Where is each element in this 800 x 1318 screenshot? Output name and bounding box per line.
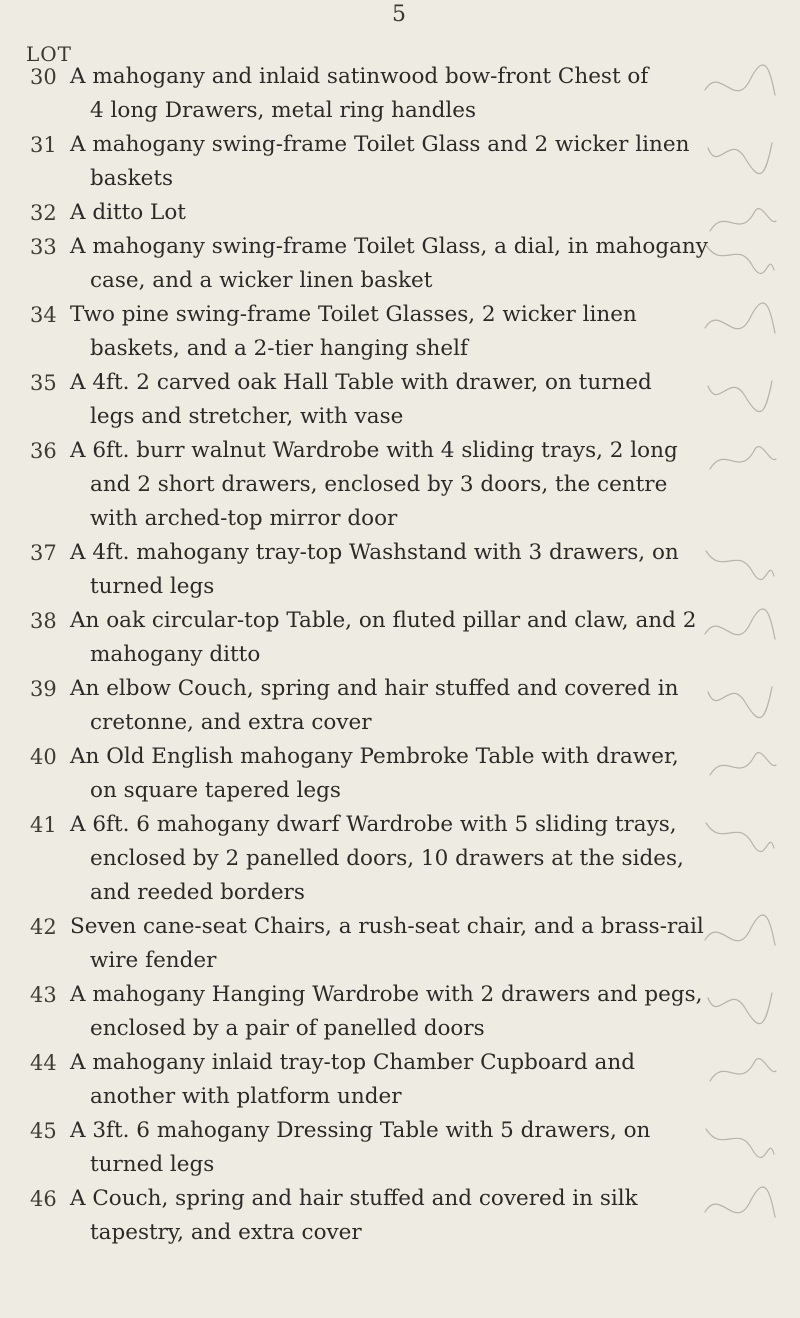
lot-description-line: A 6ft. burr walnut Wardrobe with 4 sliding trays, 2 long	[70, 438, 678, 463]
lot-description-line: An Old English mahogany Pembroke Table with drawer,	[70, 744, 679, 769]
lot-number: 31	[30, 133, 57, 157]
lot-entry	[0, 230, 800, 298]
lot-entry	[0, 910, 800, 978]
lot-description-line: Two pine swing-frame Toilet Glasses, 2 wicker linen	[70, 302, 637, 327]
lot-description	[70, 366, 700, 434]
lot-description-line: A mahogany and inlaid satinwood bow-front Chest of	[70, 64, 649, 89]
lot-description	[70, 978, 703, 1046]
lot-entry	[0, 60, 800, 128]
lot-description-line: A 6ft. 6 mahogany dwarf Wardrobe with 5 sliding trays,	[70, 812, 677, 837]
lot-description	[70, 536, 700, 604]
pencil-annotation-icon	[700, 60, 780, 120]
lot-description-line: on square tapered legs	[90, 778, 341, 803]
lot-description	[70, 128, 700, 196]
lot-number: 35	[30, 371, 57, 395]
lot-description-line: A mahogany swing-frame Toilet Glass, a dial, in mahogany	[70, 234, 708, 259]
pencil-annotation-icon	[700, 366, 780, 426]
lot-number: 45	[30, 1119, 57, 1143]
lot-description	[70, 808, 700, 910]
lot-description-line: cretonne, and extra cover	[90, 710, 372, 735]
lot-description-line: 4 long Drawers, metal ring handles	[90, 98, 477, 123]
pencil-annotation-icon	[700, 978, 780, 1038]
lot-description	[70, 672, 700, 740]
lot-description	[70, 298, 700, 366]
lot-description-line: wire fender	[90, 948, 217, 973]
lot-entry	[0, 128, 800, 196]
lot-description-line: enclosed by 2 panelled doors, 10 drawers at the sides,	[90, 846, 684, 871]
pencil-annotation-icon	[700, 604, 780, 664]
lot-entry	[0, 196, 800, 230]
lot-description-line: An elbow Couch, spring and hair stuffed and covered in	[70, 676, 679, 701]
lot-description	[70, 740, 700, 808]
lot-description	[70, 230, 708, 298]
lot-number: 36	[30, 439, 57, 463]
lot-description-line: An oak circular-top Table, on fluted pillar and claw, and 2	[70, 608, 697, 633]
lot-description-line: turned legs	[90, 1152, 215, 1177]
lot-description-line: A ditto Lot	[70, 200, 186, 225]
lot-description-line: legs and stretcher, with vase	[90, 404, 404, 429]
lot-description	[70, 604, 700, 672]
lot-column-heading: LOT	[26, 42, 73, 66]
lot-description-line: enclosed by a pair of panelled doors	[90, 1016, 485, 1041]
lot-description-line: with arched-top mirror door	[90, 506, 398, 531]
lot-number: 33	[30, 235, 57, 259]
lot-list	[0, 60, 800, 1250]
lot-entry	[0, 604, 800, 672]
lot-entry	[0, 366, 800, 434]
lot-entry	[0, 1114, 800, 1182]
pencil-annotation-icon	[700, 128, 780, 188]
pencil-annotation-icon	[700, 808, 780, 868]
lot-description	[70, 434, 700, 536]
lot-description-line: case, and a wicker linen basket	[90, 268, 433, 293]
pencil-annotation-icon	[700, 1182, 780, 1242]
lot-number: 30	[30, 65, 57, 89]
lot-description-line: and reeded borders	[90, 880, 305, 905]
pencil-annotation-icon	[700, 740, 780, 800]
lot-number: 44	[30, 1051, 57, 1075]
lot-description-line: A mahogany inlaid tray-top Chamber Cupboard and	[70, 1050, 635, 1075]
lot-number: 37	[30, 541, 57, 565]
lot-description	[70, 1114, 700, 1182]
lot-number: 46	[30, 1187, 57, 1211]
lot-description-line: turned legs	[90, 574, 215, 599]
lot-entry	[0, 740, 800, 808]
lot-description-line: A mahogany Hanging Wardrobe with 2 drawers and pegs,	[70, 982, 703, 1007]
lot-description	[70, 60, 700, 128]
lot-description-line: tapestry, and extra cover	[90, 1220, 362, 1245]
pencil-annotation-icon	[700, 672, 780, 732]
pencil-annotation-icon	[700, 536, 780, 596]
lot-entry	[0, 1046, 800, 1114]
lot-description-line: A 3ft. 6 mahogany Dressing Table with 5 drawers, on	[70, 1118, 651, 1143]
lot-description-line: A mahogany swing-frame Toilet Glass and 2 wicker linen	[70, 132, 690, 157]
lot-description-line: baskets	[90, 166, 174, 191]
lot-number: 41	[30, 813, 57, 837]
lot-entry	[0, 672, 800, 740]
lot-description-line: A 4ft. 2 carved oak Hall Table with drawer, on turned	[70, 370, 652, 395]
pencil-annotation-icon	[700, 298, 780, 358]
lot-number: 43	[30, 983, 57, 1007]
lot-entry	[0, 1182, 800, 1250]
lot-number: 40	[30, 745, 57, 769]
lot-description-line: and 2 short drawers, enclosed by 3 doors, the centre	[90, 472, 668, 497]
lot-entry	[0, 536, 800, 604]
lot-entry	[0, 978, 800, 1046]
pencil-annotation-icon	[700, 1046, 780, 1106]
lot-number: 34	[30, 303, 57, 327]
lot-description-line: A 4ft. mahogany tray-top Washstand with 3 drawers, on	[70, 540, 679, 565]
lot-number: 38	[30, 609, 57, 633]
lot-entry	[0, 434, 800, 536]
lot-number: 42	[30, 915, 57, 939]
lot-entry	[0, 298, 800, 366]
lot-description	[70, 1182, 700, 1250]
lot-description-line: baskets, and a 2-tier hanging shelf	[90, 336, 468, 361]
lot-description-line: mahogany ditto	[90, 642, 261, 667]
pencil-annotation-icon	[700, 230, 780, 290]
lot-description	[70, 196, 700, 230]
pencil-annotation-icon	[700, 910, 780, 970]
lot-number: 39	[30, 677, 57, 701]
lot-number: 32	[30, 201, 57, 225]
lot-description-line: another with platform under	[90, 1084, 402, 1109]
lot-description	[70, 1046, 700, 1114]
lot-entry	[0, 808, 800, 910]
pencil-annotation-icon	[700, 434, 780, 494]
lot-description-line: Seven cane-seat Chairs, a rush-seat chair, and a brass-rail	[70, 914, 704, 939]
lot-description	[70, 910, 704, 978]
lot-description-line: A Couch, spring and hair stuffed and covered in silk	[70, 1186, 638, 1211]
pencil-annotation-icon	[700, 1114, 780, 1174]
page-number: 5	[392, 2, 406, 27]
